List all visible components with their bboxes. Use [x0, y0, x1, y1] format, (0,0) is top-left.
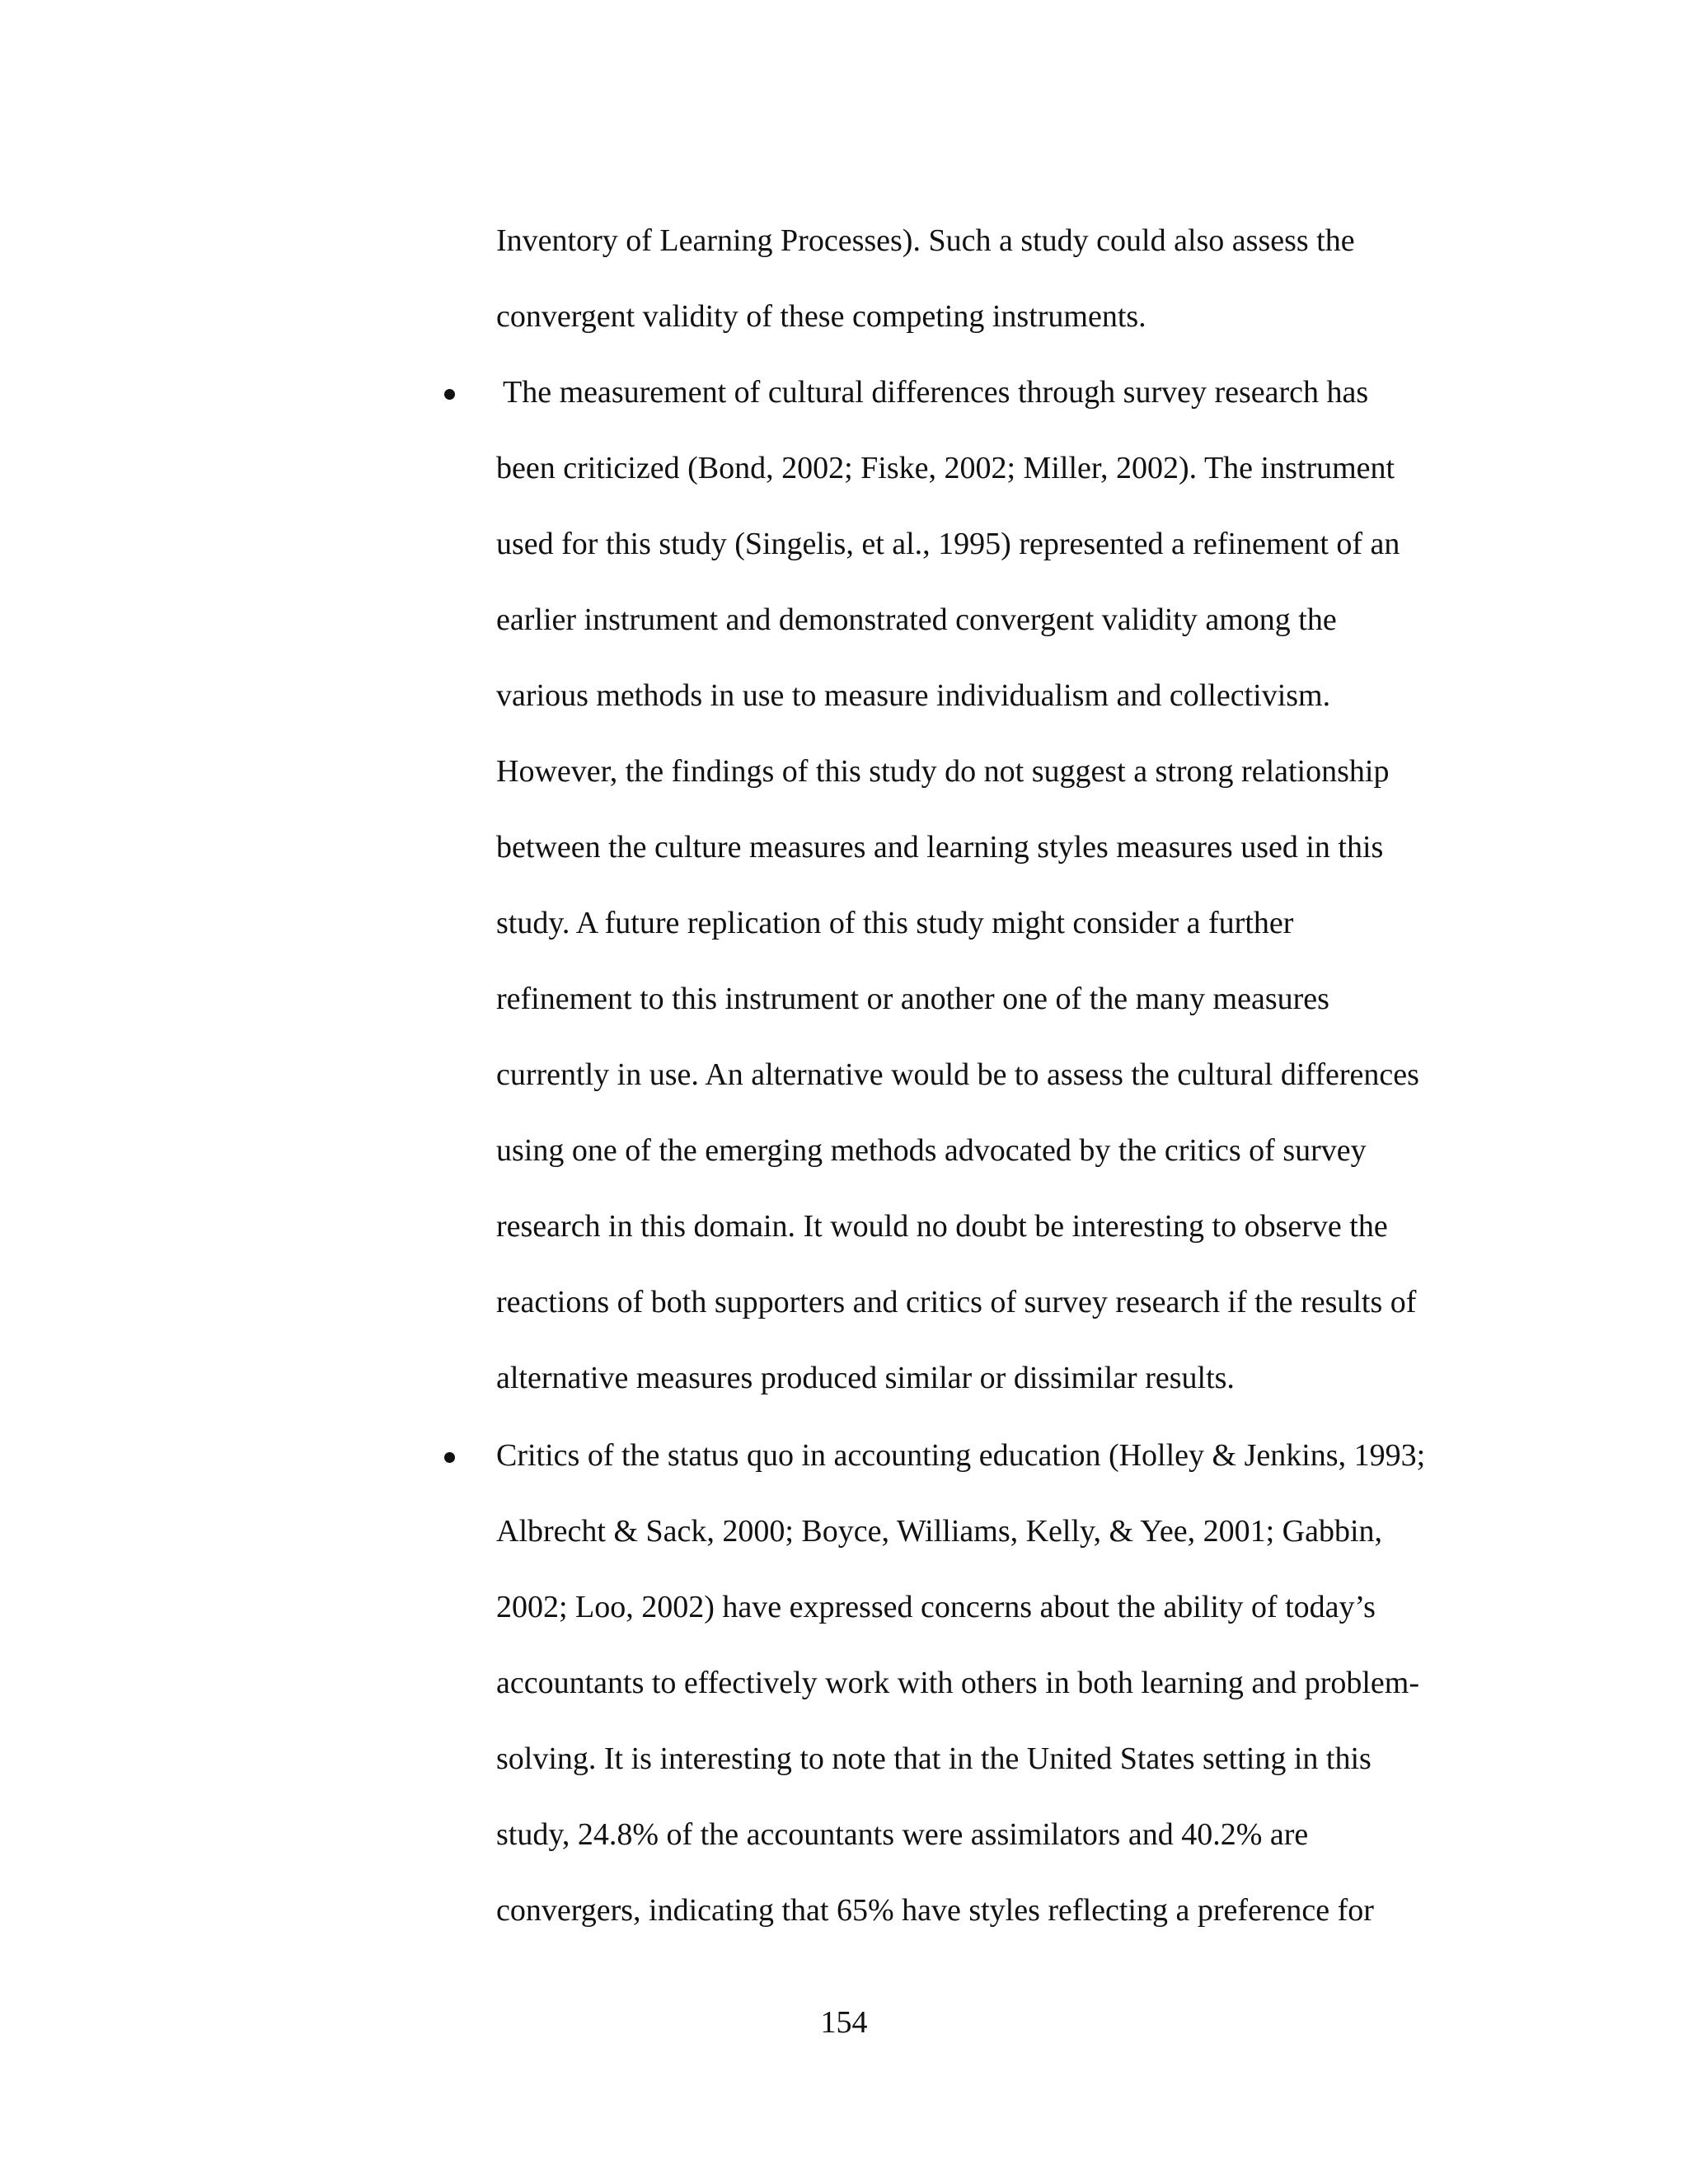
- text-line: accountants to effectively work with others in both learning and problem-: [496, 1666, 1419, 1700]
- text-line: been criticized (Bond, 2002; Fiske, 2002; Miller, 2002). The instrument: [496, 451, 1395, 485]
- text-line: research in this domain. It would no doubt be interesting to observe the: [496, 1209, 1388, 1244]
- text-line: Critics of the status quo in accounting education (Holley & Jenkins, 1993;: [496, 1438, 1426, 1473]
- text-line: study. A future replication of this study might consider a further: [496, 906, 1294, 940]
- text-line: reactions of both supporters and critics of survey research if the results of: [496, 1285, 1417, 1319]
- text-line: study, 24.8% of the accountants were assimilators and 40.2% are: [496, 1817, 1309, 1852]
- text-line: Albrecht & Sack, 2000; Boyce, Williams, Kelly, & Yee, 2001; Gabbin,: [496, 1514, 1383, 1549]
- text-line: between the culture measures and learning styles measures used in this: [496, 830, 1384, 865]
- text-line: The measurement of cultural differences through survey research has: [503, 375, 1369, 410]
- text-line: alternative measures produced similar or dissimilar results.: [496, 1361, 1235, 1395]
- text-line: Inventory of Learning Processes). Such a study could also assess the: [496, 223, 1355, 258]
- text-line: 2002; Loo, 2002) have expressed concerns about the ability of today’s: [496, 1590, 1376, 1624]
- bullet-icon: [444, 1452, 455, 1463]
- text-line: However, the findings of this study do not suggest a strong relationship: [496, 754, 1390, 789]
- page-number: 154: [820, 2005, 868, 2040]
- text-line: solving. It is interesting to note that in the United States setting in this: [496, 1741, 1372, 1776]
- text-line: earlier instrument and demonstrated convergent validity among the: [496, 602, 1337, 637]
- text-line: refinement to this instrument or another one of the many measures: [496, 982, 1329, 1016]
- text-line: used for this study (Singelis, et al., 1995) represented a refinement of an: [496, 527, 1400, 561]
- text-line: convergent validity of these competing instruments.: [496, 299, 1146, 334]
- text-line: using one of the emerging methods advocated by the critics of survey: [496, 1133, 1367, 1168]
- text-line: currently in use. An alternative would be to assess the cultural differences: [496, 1057, 1419, 1092]
- bullet-icon: [444, 389, 455, 400]
- text-line: convergers, indicating that 65% have styles reflecting a preference for: [496, 1893, 1374, 1928]
- text-line: various methods in use to measure individualism and collectivism.: [496, 678, 1331, 713]
